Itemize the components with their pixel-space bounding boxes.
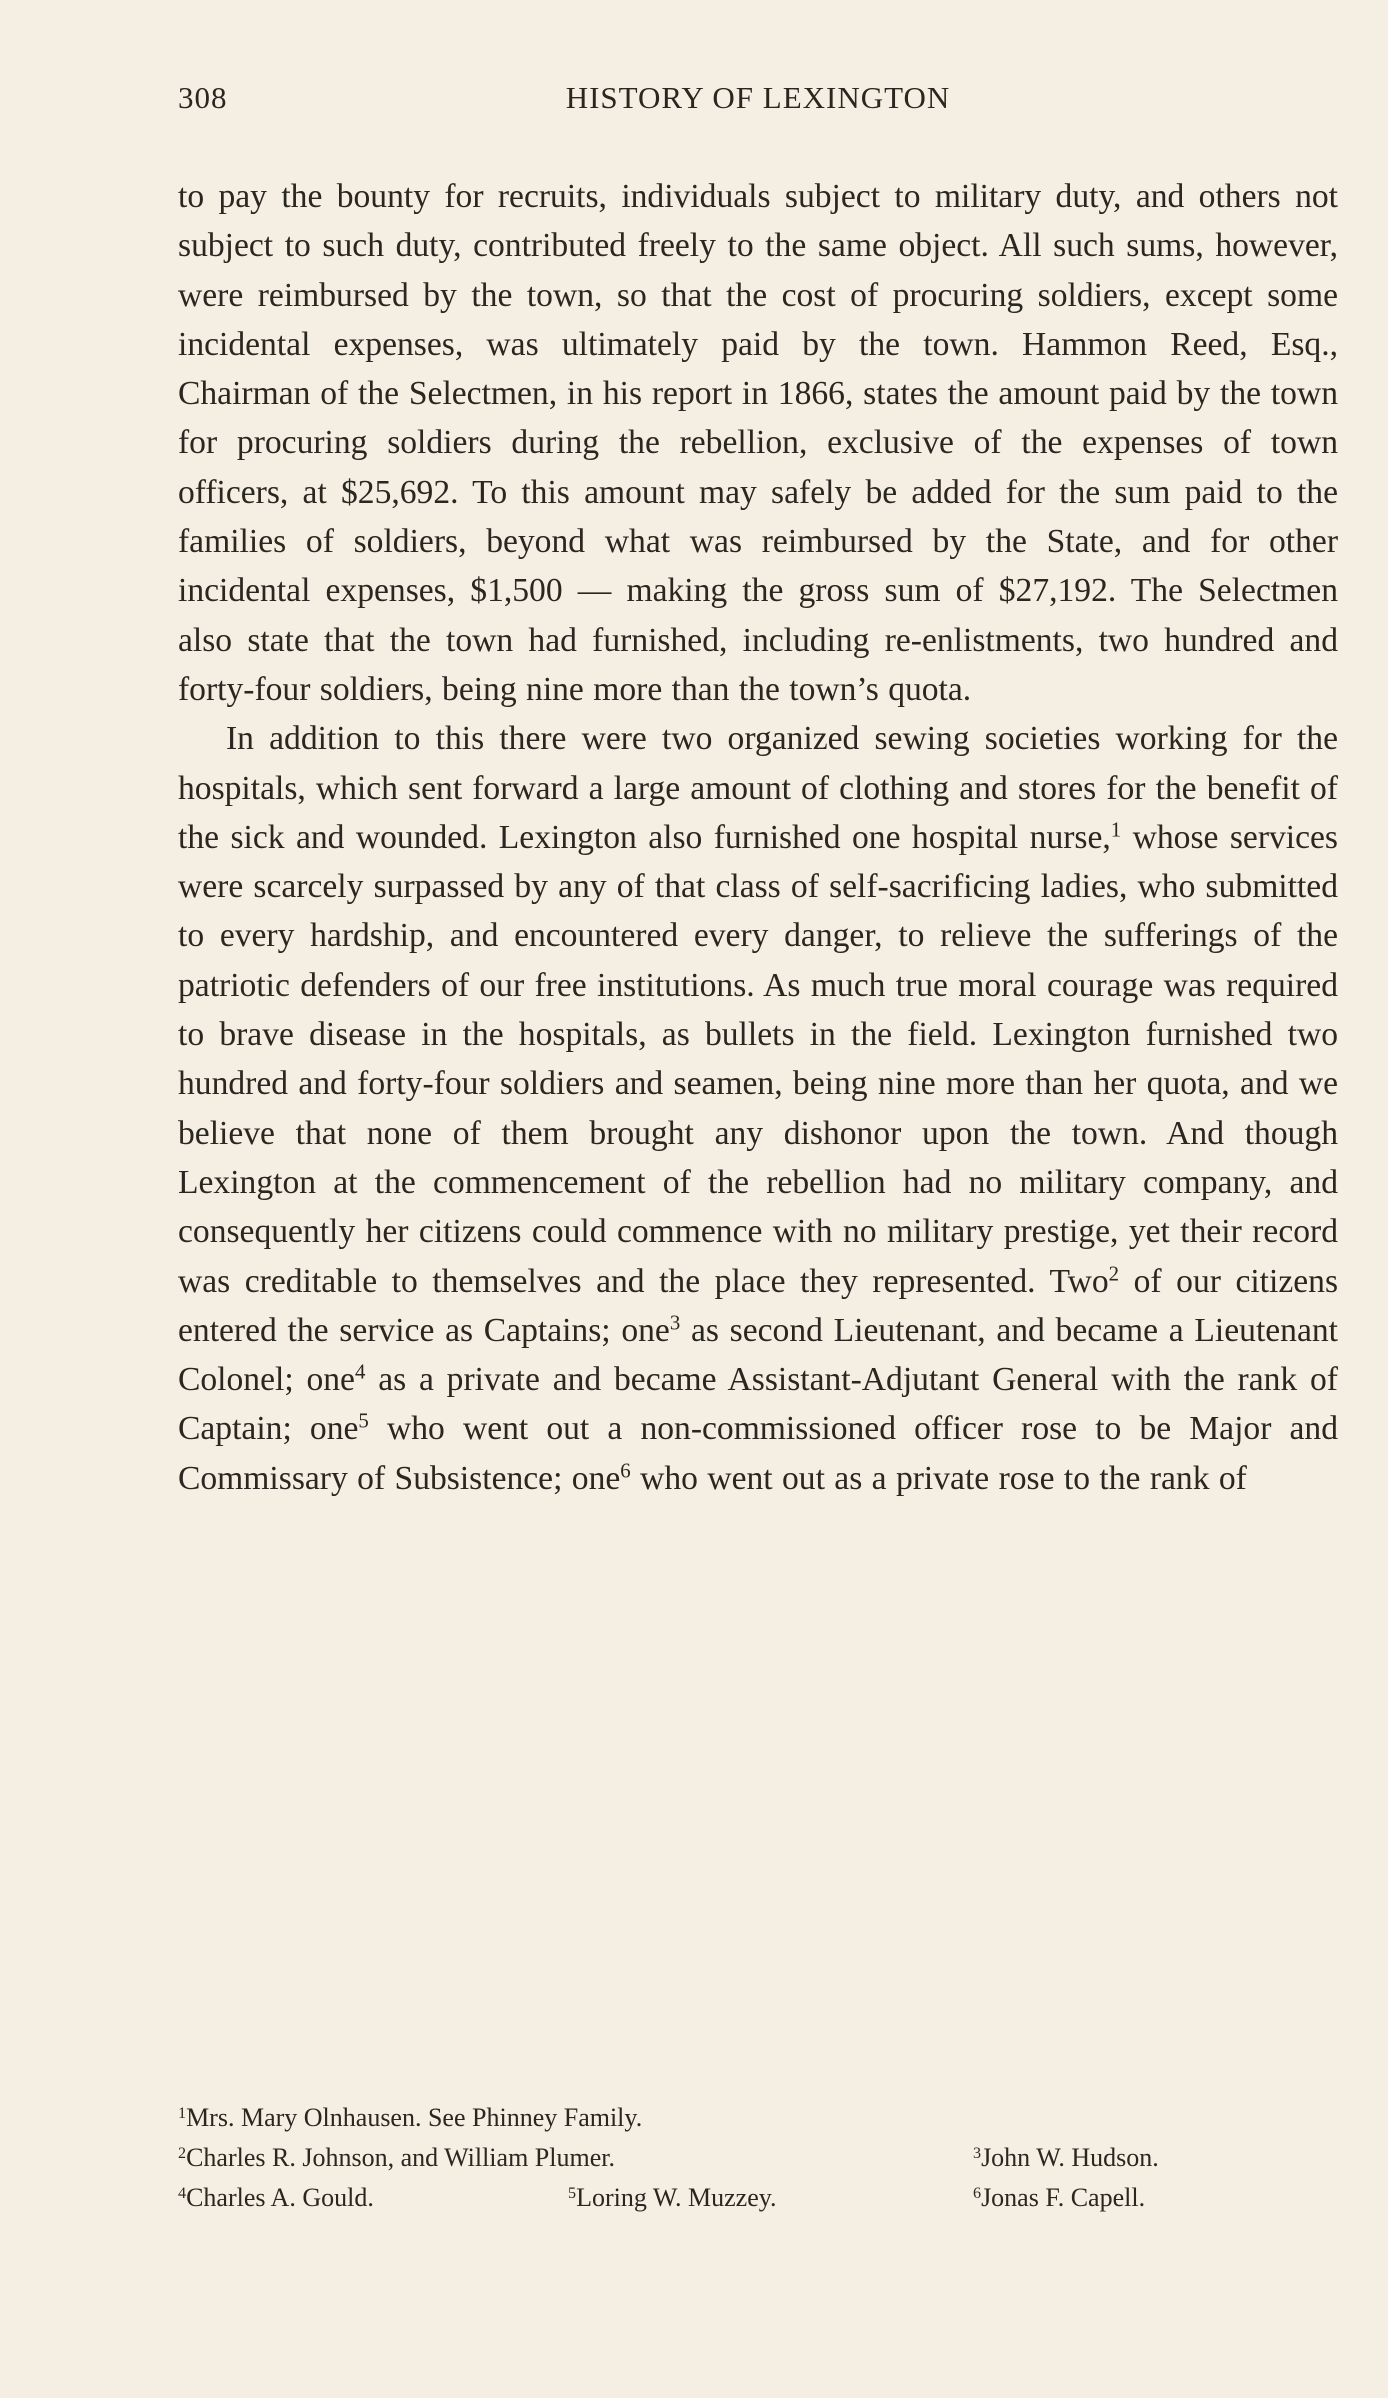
running-title: HISTORY OF LEXINGTON <box>565 80 951 115</box>
footnote-line-1 <box>178 2098 1338 2138</box>
footnote-5-mark: 5 <box>568 2184 577 2202</box>
footnote-2-text: Charles R. Johnson, and William Plumer. <box>186 2143 615 2172</box>
footnote-ref-2: 2 <box>1108 1261 1120 1286</box>
footnote-2 <box>178 2138 615 2178</box>
footnote-4 <box>178 2178 374 2218</box>
paragraph-1 <box>178 172 1338 714</box>
footnote-ref-4: 4 <box>354 1359 366 1384</box>
footnote-1-mark: 1 <box>178 2104 187 2122</box>
paragraph-2-text-5: as a private and became Assistant-Adjutant General with the rank of Captain; one <box>178 1361 1338 1448</box>
body-text <box>178 172 1338 1503</box>
footnote-3-mark: 3 <box>973 2144 982 2162</box>
paragraph-2-text-4: as second Lieutenant, and became a Lieutenant Colonel; one <box>178 1311 1338 1399</box>
footnote-ref-5: 5 <box>358 1408 369 1433</box>
paragraph-1-text: to pay the bounty for recruits, individuals subject to military duty, and others not subject to such duty, contributed freely to the same object. All such sums, however, were reimbursed by the town, so that the cost of procuring soldiers, except some incidental expenses, was ultimately paid by the town. Hammon Reed, Esq., Chairman of the Selectmen, in his report in 1866, states the amount paid by the town for procuring soldiers during the rebellion, exclusive of the expenses of town officers, at $25,692. To this amount may safely be added for the sum paid to the families of soldiers, beyond what was reimbursed by the State, and for other incidental expenses, $1,500 — making the gross sum of $27,192. The Selectmen also state that the town had furnished, including re-enlistments, two hundred and forty-four soldiers, being nine more than the town’s quota. <box>178 178 1338 708</box>
footnote-3-text: John W. Hudson. <box>981 2143 1159 2172</box>
footnote-ref-6: 6 <box>620 1458 631 1483</box>
paragraph-2 <box>178 714 1338 1503</box>
page-number: 308 <box>178 80 228 115</box>
footnote-6 <box>973 2178 1145 2218</box>
footnote-5 <box>568 2178 777 2218</box>
paragraph-2-text-1: In addition to this there were two organized sewing societies working for the hospitals, which sent forward a large amount of clothing and stores for the benefit of the sick and wounded. Lexington also furnished one hospital nurse, <box>178 720 1338 856</box>
paragraph-2-text-6: who went out a non-commissioned officer rose to be Major and Commissary of Subsistence; one <box>178 1410 1338 1497</box>
paragraph-2-text-3: of our citizens entered the service as Captains; one <box>178 1262 1339 1349</box>
page-header <box>178 80 1338 124</box>
footnote-5-text: Loring W. Muzzey. <box>576 2183 777 2212</box>
footnote-1 <box>178 2098 642 2138</box>
footnote-4-mark: 4 <box>178 2184 187 2202</box>
book-page <box>178 0 1338 2398</box>
footnote-ref-1: 1 <box>1110 817 1122 842</box>
footnote-6-mark: 6 <box>973 2184 982 2202</box>
footnote-2-mark: 2 <box>178 2144 187 2162</box>
footnote-6-text: Jonas F. Capell. <box>981 2183 1146 2212</box>
footnote-line-2 <box>178 2138 1338 2178</box>
footnote-4-text: Charles A. Gould. <box>186 2183 374 2212</box>
footnote-1-text: Mrs. Mary Olnhausen. See Phinney Family. <box>186 2103 643 2132</box>
paragraph-2-text-7: who went out as a private rose to the rank of <box>630 1459 1247 1497</box>
footnotes <box>178 2098 1338 2218</box>
paragraph-2-text-2: whose services were scarcely surpassed by any of that class of self-sacrificing ladies, who submitted to every hardship, and encountered every danger, to relieve the sufferings of the patriotic defenders of our free institutions. As much true moral courage was required to brave disease in the hospitals, as bullets in the field. Lexington furnished two hundred and forty-four soldiers and seamen, being nine more than her quota, and we believe that none of them brought any dishonor upon the town. And though Lexington at the commencement of the rebellion had no military company, and consequently her citizens could commence with no military prestige, yet their record was creditable to themselves and the place they represented. Two <box>178 818 1338 1300</box>
footnote-line-3 <box>178 2178 1338 2218</box>
footnote-ref-3: 3 <box>669 1310 681 1335</box>
footnote-3 <box>973 2138 1159 2178</box>
